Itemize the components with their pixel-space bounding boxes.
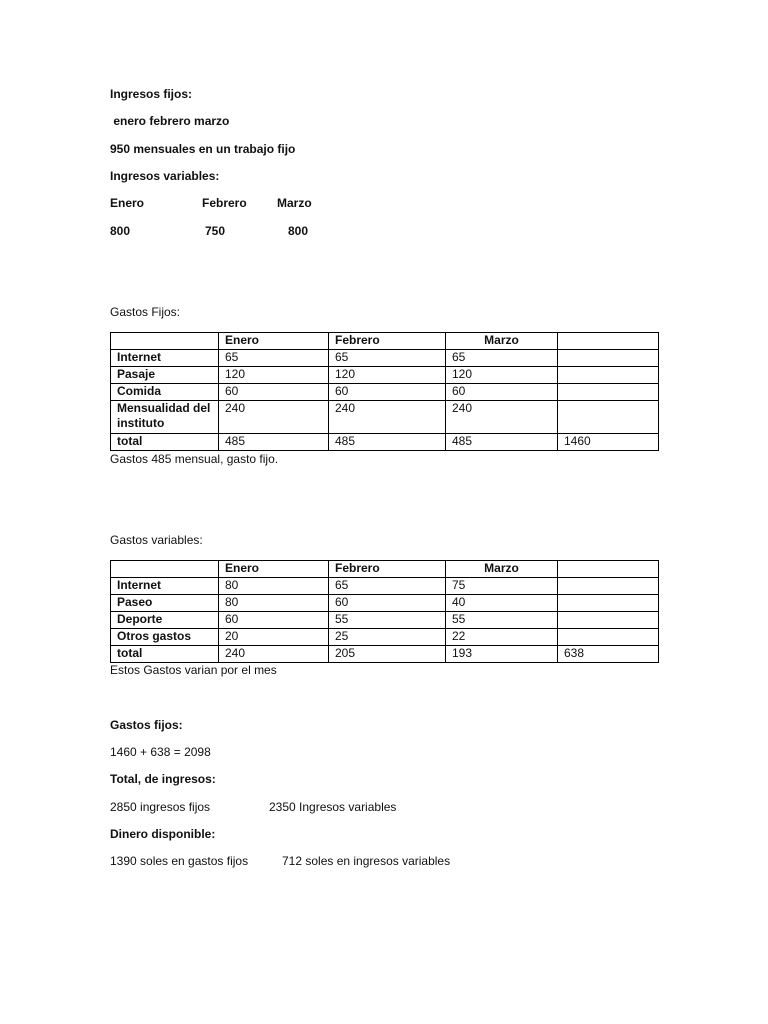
table-row [111, 350, 659, 367]
table-cell: 1460 [558, 434, 659, 451]
table-cell [558, 367, 659, 384]
table-cell: 65 [329, 350, 446, 367]
table-cell: 65 [446, 350, 558, 367]
table-row [111, 629, 659, 646]
table-header-cell: Enero [219, 333, 329, 350]
gastos-variables-table [110, 560, 659, 663]
row-label: Deporte [111, 612, 219, 629]
table-cell: 20 [219, 629, 329, 646]
ingresos-fijos-desc: 950 mensuales en un trabajo fijo [110, 142, 296, 156]
gastos-variables-note: Estos Gastos varian por el mes [110, 663, 277, 677]
table-cell: 60 [329, 595, 446, 612]
resumen-dinero-fijos: 1390 soles en gastos fijos [110, 854, 249, 868]
row-label: total [111, 646, 219, 663]
table-cell: 22 [446, 629, 558, 646]
table-cell: 25 [329, 629, 446, 646]
table-cell: 120 [329, 367, 446, 384]
gastos-fijos-heading: Gastos Fijos: [110, 305, 181, 319]
ingresos-fijos-heading: Ingresos fijos: [110, 87, 193, 101]
table-cell: 80 [219, 578, 329, 595]
row-label: Otros gastos [111, 629, 219, 646]
table-cell: 65 [329, 578, 446, 595]
ingresos-variables-month-enero: Enero [110, 196, 145, 210]
resumen-dinero-heading: Dinero disponible: [110, 827, 216, 841]
row-label: Pasaje [111, 367, 219, 384]
table-cell: 80 [219, 595, 329, 612]
table-header-cell [111, 333, 219, 350]
table-cell [558, 350, 659, 367]
table-cell: 485 [219, 434, 329, 451]
table-header-cell: Marzo [446, 333, 558, 350]
row-label: Comida [111, 384, 219, 401]
row-label: Paseo [111, 595, 219, 612]
table-header-row [111, 333, 659, 350]
table-cell: 120 [446, 367, 558, 384]
table-cell: 60 [329, 384, 446, 401]
table-cell: 485 [446, 434, 558, 451]
resumen-gastos-heading: Gastos fijos: [110, 718, 183, 732]
table-cell: 55 [329, 612, 446, 629]
table-row [111, 578, 659, 595]
ingresos-variables-value-febrero: 750 [205, 224, 226, 238]
table-cell: 75 [446, 578, 558, 595]
ingresos-variables-heading: Ingresos variables: [110, 169, 220, 183]
table-cell [558, 384, 659, 401]
gastos-fijos-table [110, 332, 659, 451]
resumen-total-fijos: 2850 ingresos fijos [110, 800, 211, 814]
row-label: Internet [111, 350, 219, 367]
ingresos-variables-value-enero: 800 [110, 224, 131, 238]
row-label: Internet [111, 578, 219, 595]
table-cell [558, 612, 659, 629]
resumen-dinero-variables: 712 soles en ingresos variables [282, 854, 451, 868]
table-row [111, 401, 659, 434]
table-row [111, 646, 659, 663]
ingresos-fijos-months: enero febrero marzo [110, 114, 230, 128]
table-row [111, 595, 659, 612]
table-row [111, 434, 659, 451]
table-cell: 205 [329, 646, 446, 663]
ingresos-variables-value-marzo: 800 [288, 224, 309, 238]
table-row [111, 384, 659, 401]
table-cell [558, 578, 659, 595]
table-cell: 55 [446, 612, 558, 629]
row-label: Mensualidad del instituto [111, 401, 219, 434]
table-cell: 120 [219, 367, 329, 384]
table-cell [558, 401, 659, 434]
table-cell: 60 [446, 384, 558, 401]
table-cell: 193 [446, 646, 558, 663]
ingresos-variables-month-marzo: Marzo [277, 196, 312, 210]
table-cell: 65 [219, 350, 329, 367]
table-cell: 60 [219, 612, 329, 629]
table-cell: 240 [329, 401, 446, 434]
gastos-fijos-note: Gastos 485 mensual, gasto fijo. [110, 452, 279, 466]
table-cell: 240 [219, 401, 329, 434]
table-header-cell [558, 333, 659, 350]
resumen-total-variables: 2350 Ingresos variables [269, 800, 397, 814]
table-row [111, 612, 659, 629]
table-header-cell: Febrero [329, 333, 446, 350]
table-cell: 60 [219, 384, 329, 401]
table-cell [558, 629, 659, 646]
resumen-total-heading: Total, de ingresos: [110, 772, 216, 786]
table-cell: 638 [558, 646, 659, 663]
resumen-gastos-sum: 1460 + 638 = 2098 [110, 745, 211, 759]
table-header-row [111, 561, 659, 578]
table-header-cell [558, 561, 659, 578]
table-cell: 40 [446, 595, 558, 612]
table-cell: 240 [446, 401, 558, 434]
table-cell [558, 595, 659, 612]
ingresos-variables-month-febrero: Febrero [202, 196, 247, 210]
table-row [111, 367, 659, 384]
table-header-cell: Febrero [329, 561, 446, 578]
gastos-variables-heading: Gastos variables: [110, 533, 203, 547]
table-header-cell: Enero [219, 561, 329, 578]
table-cell: 485 [329, 434, 446, 451]
table-header-cell [111, 561, 219, 578]
table-cell: 240 [219, 646, 329, 663]
row-label: total [111, 434, 219, 451]
table-header-cell: Marzo [446, 561, 558, 578]
